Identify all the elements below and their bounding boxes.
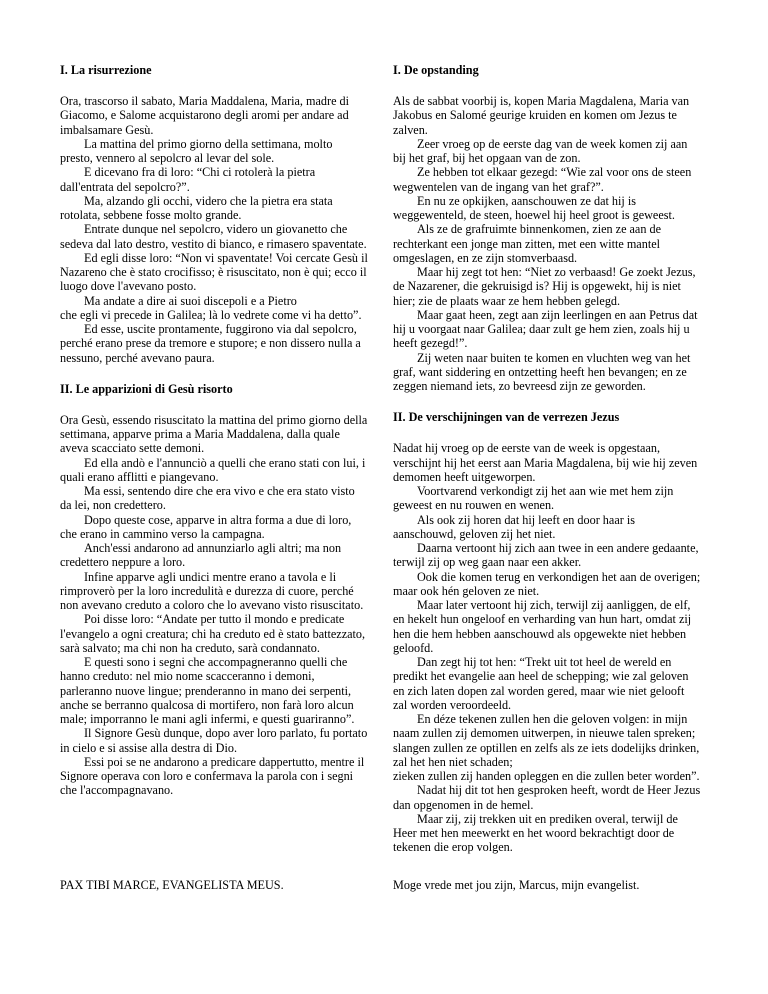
paragraph: En nu ze opkijken, aanschouwen ze dat hij is weggewenteld, de steen, hoewel hij heel groot is geweest. [393,193,675,222]
paragraph: E dicevano fra di loro: “Chi ci rotolerà la pietra dall'entrata del sepolcro?”. [60,165,316,194]
paragraph: Ora Gesù, essendo risuscitato la mattina del primo giorno della settimana, apparve prima a Maria Maddalena, dalla quale aveva scacciato sette demoni. [60,412,368,456]
section-1-body [393,94,701,393]
paragraph: zieken zullen zij handen opleggen en die zullen beter worden”. [393,769,700,783]
italian-column [60,63,368,798]
section-1-title: I. De opstanding [393,63,479,77]
paragraph: Poi disse loro: “Andate per tutto il mondo e predicate l'evangelo a ogni creatura; chi ha creduto ed è stato battezzato, sarà salvato; ma chi non ha creduto, sarà condannato. [60,612,366,655]
paragraph: Voortvarend verkondigt zij het aan wie met hem zijn geweest en nu rouwen en wenen. [393,484,674,513]
section-2-body [393,441,701,854]
section-2-title: II. Le apparizioni di Gesù risorto [60,381,233,396]
paragraph: Maar gaat heen, zegt aan zijn leerlingen en aan Petrus dat hij u voorgaat naar Galilea; daar zult ge hem zien, zoals hij u heeft gezegd!”. [393,307,698,351]
paragraph: Daarna vertoont hij zich aan twee in een andere gedaante, terwijl zij op weg gaan naar een akker. [393,541,699,570]
paragraph: Dopo queste cose, apparve in altra forma a due di loro, che erano in cammino verso la campagna. [60,512,352,541]
paragraph: Ora, trascorso il sabato, Maria Maddalena, Maria, madre di Giacomo, e Salome acquistarono degli aromi per andare ad imbalsamare Gesù. [60,94,350,137]
paragraph: Ed esse, uscite prontamente, fuggirono via dal sepolcro, perché erano prese da tremore e stupore; e non dissero nulla a nessuno, perché avevano paura. [60,322,361,365]
paragraph: Infine apparve agli undici mentre erano a tavola e li rimproverò per la loro incredulità e durezza di cuore, perché non avevano creduto a coloro che lo avevano visto risuscitato. [60,569,364,612]
section-2-title: II. De verschijningen van de verrezen Jezus [393,410,620,425]
paragraph: Als ook zij horen dat hij leeft en door haar is aanschouwd, geloven zij het niet. [393,512,635,541]
section-1-title: I. La risurrezione [60,63,152,77]
paragraph: Als ze de grafruimte binnenkomen, zien ze aan de rechterkant een jonge man zitten, met een witte mantel omgeslagen, en ze zijn stomverbaasd. [393,222,661,265]
paragraph: Zij weten naar buiten te komen en vluchten weg van het graf, want siddering en ontzetting heeft hen bevangen; en ze zeggen niemand iets, zo bevreesd zijn ze geworden. [393,350,691,393]
paragraph: Ma essi, sentendo dire che era vivo e che era stato visto da lei, non credettero. [60,484,355,513]
paragraph: Ma andate a dire ai suoi discepoli e a Pietro [84,293,297,308]
paragraph: Als de sabbat voorbij is, kopen Maria Magdalena, Maria van Jakobus en Salomé geurige kruiden en komen om Jezus te zalven. [393,94,690,137]
paragraph: Ook die komen terug en verkondigen het aan de overigen; maar ook hén geloven ze niet. [393,569,701,598]
paragraph: Ze hebben tot elkaar gezegd: “Wie zal voor ons de steen wegwentelen van de ingang van het graf?”. [393,165,692,194]
footer-dutch: Moge vrede met jou zijn, Marcus, mijn evangelist. [393,878,640,892]
dutch-column [393,63,701,855]
paragraph: Nadat hij dit tot hen gesproken heeft, wordt de Heer Jezus dan opgenomen in de hemel. [393,783,701,812]
paragraph: che egli vi precede in Galilea; là lo vedrete come vi ha detto”. [60,307,362,322]
paragraph: En déze tekenen zullen hen die geloven volgen: in mijn naam zullen zij demomen uitwerpen, in nieuwe talen spreken; slangen zullen ze optillen en zelfs als ze iets dodelijks drinken, zal het hen niet schaden; [393,712,700,769]
paragraph: Anch'essi andarono ad annunziarlo agli altri; ma non credettero neppure a loro. [60,541,342,570]
paragraph: Maar later vertoont hij zich, terwijl zij aanliggen, de elf, en hekelt hun ongeloof en verharding van hun hart, omdat zij hen die hem hebben aanschouwd als opgewekte niet hebben geloofd. [393,598,692,655]
paragraph: Nadat hij vroeg op de eerste van de week is opgestaan, verschijnt hij het eerst aan Maria Magdalena, bij wie hij zeven demomen heeft uitgeworpen. [393,441,698,484]
paragraph: Maar hij zegt tot hen: “Niet zo verbaasd! Ge zoekt Jezus, de Nazarener, die gekruisigd is? Hij is opgewekt, hij is niet hier; zie de plaats waar ze hem hebben gelegd. [393,265,696,308]
paragraph: Zeer vroeg op de eerste dag van de week komen zij aan bij het graf, bij het opgaan van de zon. [393,136,688,165]
paragraph: Maar zij, zij trekken uit en prediken overal, terwijl de Heer met hen meewerkt en het woord bekrachtigt door de tekenen die erop volgen. [393,811,678,855]
paragraph: Il Signore Gesù dunque, dopo aver loro parlato, fu portato in cielo e si assise alla destra di Dio. [60,726,368,755]
section-1-body [60,94,368,365]
paragraph: E questi sono i segni che accompagneranno quelli che hanno creduto: nel mio nome scacceranno i demoni, parleranno nuove lingue; prenderanno in mano dei serpenti, anche se berranno qualcosa di mortifero, non farà loro alcun male; imporranno le mani agli infermi, e questi guariranno”. [60,655,355,726]
paragraph: Ma, alzando gli occhi, videro che la pietra era stata rotolata, sebbene fosse molto grande. [60,193,333,222]
paragraph: Entrate dunque nel sepolcro, videro un giovanetto che sedeva dal lato destro, vestito di bianco, e rimasero spaventate. [60,222,367,251]
section-2-body [60,413,368,798]
footer-latin: PAX TIBI MARCE, EVANGELISTA MEUS. [60,878,284,892]
paragraph: La mattina del primo giorno della settimana, molto presto, vennero al sepolcro al levar del sole. [60,136,333,165]
paragraph: Ed ella andò e l'annunciò a quelli che erano stati con lui, i quali erano afflitti e piangevano. [60,455,366,484]
paragraph: Essi poi se ne andarono a predicare dappertutto, mentre il Signore operava con loro e confermava la parola con i segni che l'accompagnavano. [60,754,365,798]
paragraph: Ed egli disse loro: “Non vi spaventate! Voi cercate Gesù il Nazareno che è stato crocifisso; è risuscitato, non è qui; ecco il luogo dove l'avevano posto. [60,250,368,294]
paragraph: Dan zegt hij tot hen: “Trekt uit tot heel de wereld en predikt het evangelie aan heel de schepping; wie zal geloven en zich laten dopen zal worden gered, maar wie niet gelooft zal worden veroordeeld. [393,655,689,712]
